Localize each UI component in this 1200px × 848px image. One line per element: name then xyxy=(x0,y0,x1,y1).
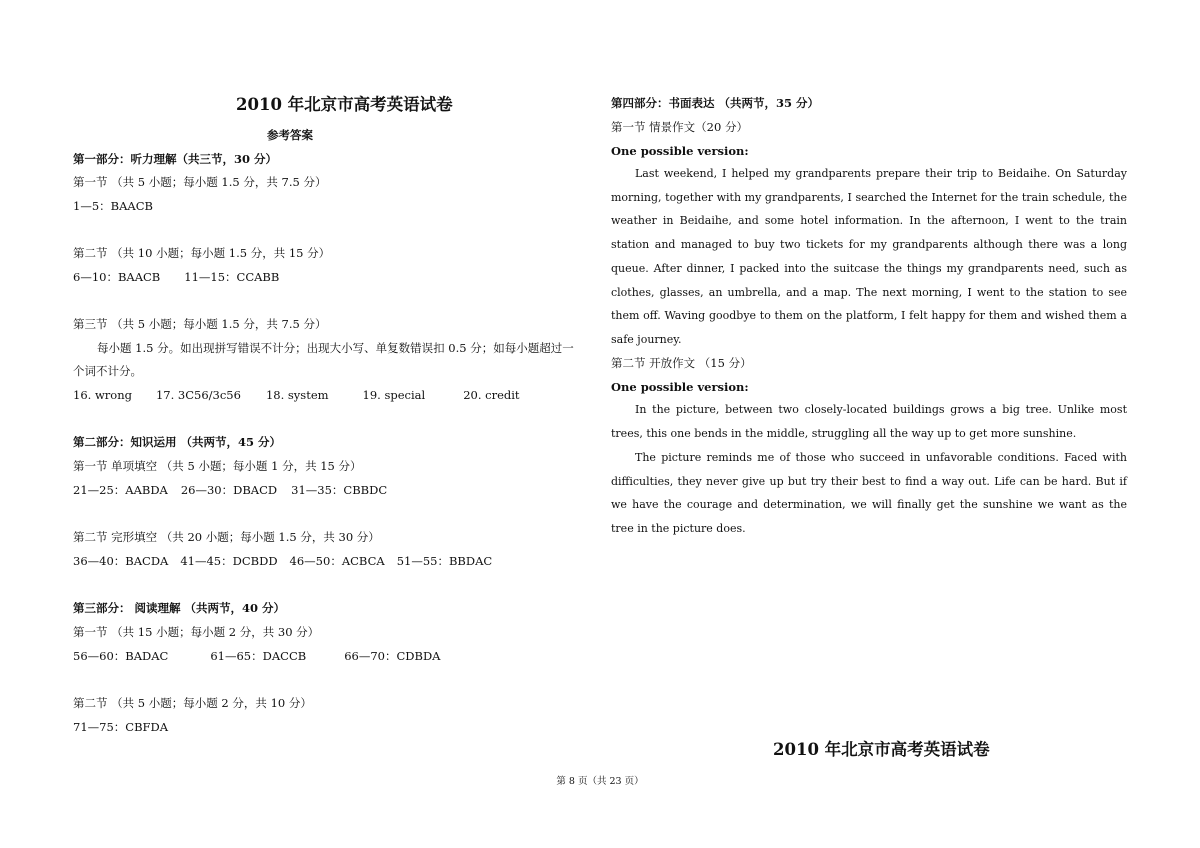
answer-19: 19. special xyxy=(362,388,426,402)
answer-1-5: 1—5：BAACB xyxy=(73,199,153,213)
part2-heading: 第二部分：知识运用 （共两节，45 分） xyxy=(73,435,282,449)
answer-18: 18. system xyxy=(265,388,329,402)
scoring-note-line2: 个词不计分。 xyxy=(73,364,142,378)
part3-sec2-heading: 第二节 （共 5 小题；每小题 2 分，共 10 分） xyxy=(73,696,312,710)
answer-26-30: 26—30：DBACD xyxy=(180,483,278,497)
sample-essay-2-para1: In the picture, between two closely-located buildings grows a big tree. Unlike most trees, this one bends in the middle, struggling all the way up to get more sunshine. xyxy=(611,403,1127,440)
part4-sec2-heading: 第二节 开放作文 （15 分） xyxy=(611,356,752,370)
page-footer: 第 8 页（共 23 页） xyxy=(556,776,644,787)
answer-41-45: 41—45：DCBDD xyxy=(180,554,278,568)
answer-56-60: 56—60：BADAC xyxy=(73,649,169,663)
answer-61-65: 61—65：DACCB xyxy=(210,649,307,663)
answer-31-35: 31—35：CBBDC xyxy=(291,483,388,497)
answers-row xyxy=(73,387,520,403)
answers-row xyxy=(73,269,279,285)
part1-heading: 第一部分：听力理解（共三节，30 分） xyxy=(73,152,278,166)
answer-71-75: 71—75：CBFDA xyxy=(73,720,169,734)
part4-sec1-heading: 第一节 情景作文（20 分） xyxy=(611,120,748,134)
part4-heading: 第四部分：书面表达 （共两节，35 分） xyxy=(611,96,820,110)
part3-heading: 第三部分： 阅读理解 （共两节，40 分） xyxy=(73,601,286,615)
sample-essay-1: Last weekend, I helped my grandparents prepare their trip to Beidaihe. On Saturday morning, together with my grandparents, I searched the Internet for the train schedule, the weather in Beidaihe, and some hotel information. In the afternoon, I went to the train station and managed to buy two tickets for my grandparents although there was a long queue. After dinner, I packed into the suitcase the things my grandparents need, such as clothes, glasses, an umbrella, and a map. The next morning, I went to the station to see them off. Waving goodbye to them on the platform, I felt happy for them and wished them a safe journey. xyxy=(611,167,1127,346)
answer-66-70: 66—70：CDBDA xyxy=(344,649,441,663)
part2-sec2-heading: 第二节 完形填空 （共 20 小题；每小题 1.5 分，共 30 分） xyxy=(73,530,380,544)
part1-sec1-heading: 第一节 （共 5 小题；每小题 1.5 分，共 7.5 分） xyxy=(73,175,327,189)
part1-sec3-heading: 第三节 （共 5 小题；每小题 1.5 分，共 7.5 分） xyxy=(73,317,327,331)
answer-16: 16. wrong xyxy=(73,388,132,402)
subtitle: 参考答案 xyxy=(267,128,313,142)
page-title: 2010 年北京市高考英语试卷 xyxy=(236,95,453,114)
answer-51-55: 51—55：BBDAC xyxy=(396,554,493,568)
answer-21-25: 21—25：AABDA xyxy=(73,483,168,497)
answer-36-40: 36—40：BACDA xyxy=(73,554,169,568)
answer-20: 20. credit xyxy=(463,388,520,402)
answers-row xyxy=(73,648,440,664)
answers-row xyxy=(73,482,387,498)
answer-17: 17. 3C56/3c56 xyxy=(155,388,241,402)
sample-label: One possible version: xyxy=(611,380,749,394)
sample-essay-2-para2: The picture reminds me of those who succeed in unfavorable conditions. Faced with difficulties, they never give up but try their best to find a way out. Life can be hard. But if we have the courage and determination, we will finally get the sunshine we want as the tree in the picture does. xyxy=(611,451,1127,536)
part2-sec1-heading: 第一节 单项填空 （共 5 小题；每小题 1 分，共 15 分） xyxy=(73,459,362,473)
sample-label: One possible version: xyxy=(611,144,749,158)
answer-11-15: 11—15：CCABB xyxy=(184,270,280,284)
answers-row xyxy=(73,553,492,569)
next-page-title: 2010 年北京市高考英语试卷 xyxy=(773,740,990,759)
answer-46-50: 46—50：ACBCA xyxy=(289,554,385,568)
answer-6-10: 6—10：BAACB xyxy=(73,270,161,284)
part3-sec1-heading: 第一节 （共 15 小题；每小题 2 分，共 30 分） xyxy=(73,625,320,639)
scoring-note-line1: 每小题 1.5 分。如出现拼写错误不计分；出现大小写、单复数错误扣 0.5 分；如每小题超过一 xyxy=(97,341,574,355)
part1-sec2-heading: 第二节 （共 10 小题；每小题 1.5 分，共 15 分） xyxy=(73,246,331,260)
